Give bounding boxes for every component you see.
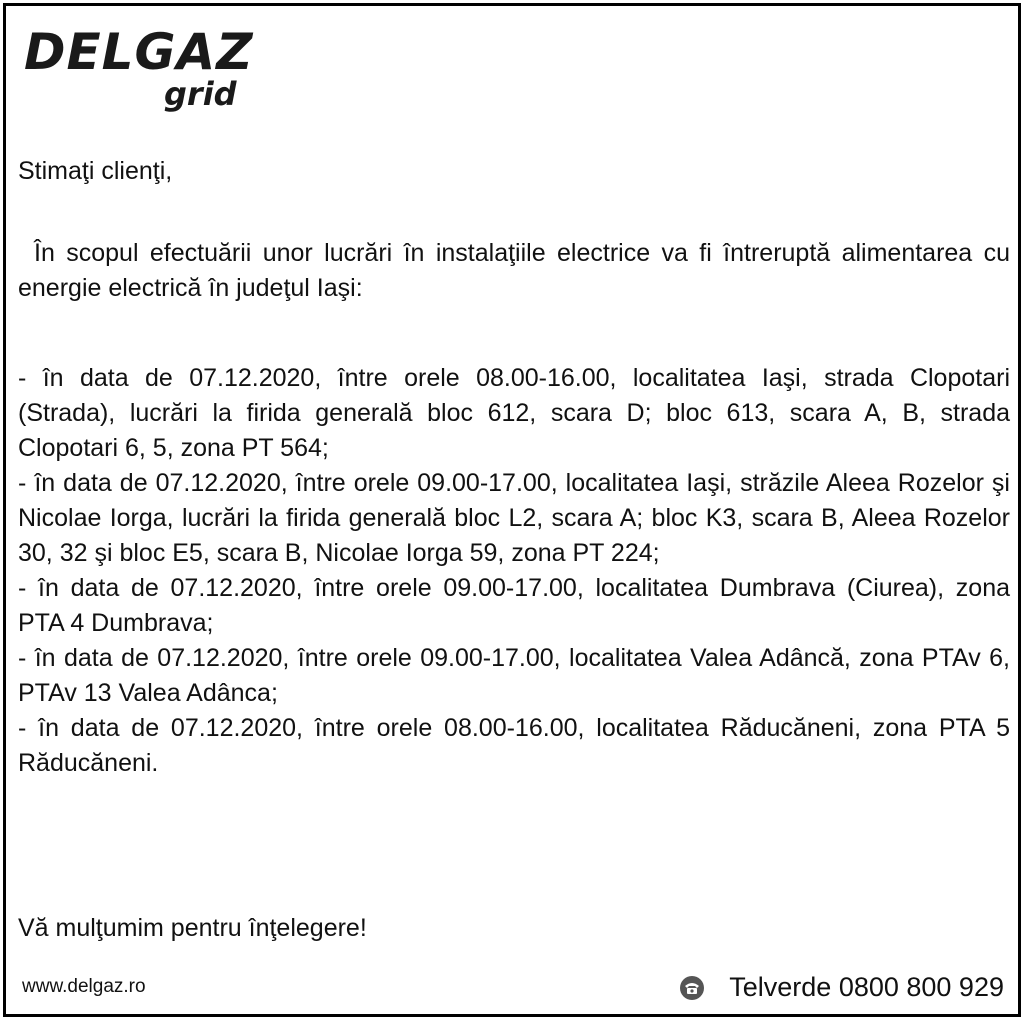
- website-link[interactable]: www.delgaz.ro: [22, 976, 146, 997]
- outage-item: - în data de 07.12.2020, între orele 09.00-17.00, localitatea Iaşi, străzile Aleea Rozelor şi Nicolae Iorga, lucrări la firida generală bloc L2, scara A; bloc K3, scara B, Aleea Rozelor 30, 32 şi bloc E5, scara B, Nicolae Iorga 59, zona PT 224;: [18, 469, 1010, 567]
- phone-number: Telverde 0800 800 929: [729, 972, 1004, 1002]
- outage-item: - în data de 07.12.2020, între orele 09.00-17.00, localitatea Valea Adâncă, zona PTAv 6, PTAv 13 Valea Adânca;: [18, 644, 1010, 707]
- thanks-line: Vă mulţumim pentru înţelegere!: [18, 914, 367, 942]
- phone-contact: [679, 972, 1004, 1003]
- outage-item: - în data de 07.12.2020, între orele 09.00-17.00, localitatea Dumbrava (Ciurea), zona PTA 4 Dumbrava;: [18, 574, 1010, 637]
- delgaz-logo: [24, 23, 264, 116]
- greeting: Stimaţi clienţi,: [18, 157, 173, 185]
- logo-sub-text: grid: [164, 75, 237, 113]
- outage-item: - în data de 07.12.2020, între orele 08.00-16.00, localitatea Iaşi, strada Clopotari (Strada), lucrări la firida generală bloc 612, scara D; bloc 613, scara A, B, strada Clopotari 6, 5, zona PT 564;: [18, 364, 1010, 462]
- phone-icon: [679, 975, 705, 1001]
- notice-frame: [3, 3, 1021, 1017]
- logo-main-text: DELGAZ: [24, 23, 254, 81]
- outage-list: [18, 361, 1010, 781]
- outage-item: - în data de 07.12.2020, între orele 08.00-16.00, localitatea Răducăneni, zona PTA 5 Răducăneni.: [18, 714, 1010, 777]
- intro-paragraph: În scopul efectuării unor lucrări în instalaţiile electrice va fi întreruptă alimentarea cu energie electrică în judeţul Iaşi:: [18, 239, 1010, 302]
